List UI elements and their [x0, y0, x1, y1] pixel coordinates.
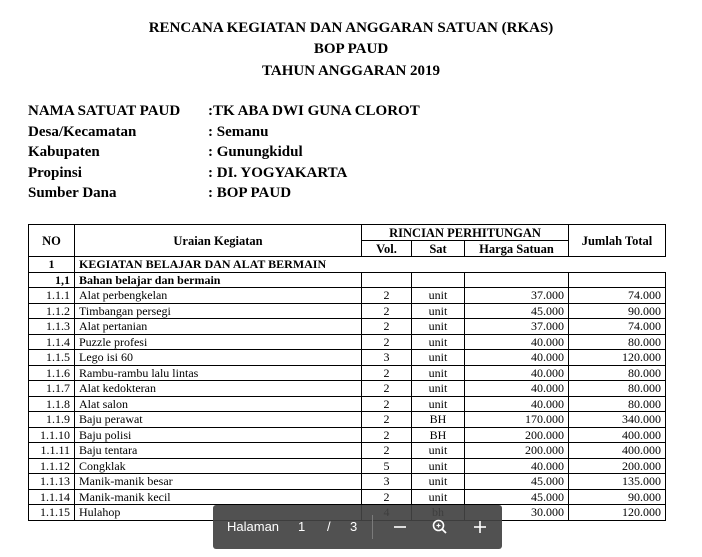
row-no: 1.1.8: [29, 396, 75, 412]
row-no: 1.1.5: [29, 350, 75, 366]
table-row: [29, 474, 666, 490]
document-year: TAHUN ANGGARAN 2019: [261, 63, 441, 79]
row-jumlah: 74.000: [569, 319, 666, 335]
row-sat: unit: [412, 458, 465, 474]
info-label: Kabupaten: [28, 144, 100, 160]
row-harga: 30.000: [465, 505, 569, 521]
row-sat: BH: [412, 412, 465, 428]
row-no: 1.1.12: [29, 458, 75, 474]
row-uraian: Alat salon: [75, 396, 362, 412]
table-row: [29, 427, 666, 443]
minus-icon: [386, 513, 414, 541]
page-label: Halaman: [227, 519, 280, 534]
row-jumlah: 80.000: [569, 365, 666, 381]
table-row: [29, 303, 666, 319]
row-uraian: Baju perawat: [75, 412, 362, 428]
row-no: 1.1.3: [29, 319, 75, 335]
row-uraian: Alat perbengkelan: [75, 288, 362, 304]
row-uraian: Baju tentara: [75, 443, 362, 459]
subsection-row: [29, 272, 666, 288]
table-row: [29, 350, 666, 366]
row-sat: unit: [412, 288, 465, 304]
header-vol: Vol.: [362, 241, 412, 257]
row-vol: 3: [362, 350, 412, 366]
row-no: 1.1.4: [29, 334, 75, 350]
table-row: [29, 458, 666, 474]
row-vol: 2: [362, 319, 412, 335]
page-separator: /: [327, 519, 331, 534]
row-sat: unit: [412, 350, 465, 366]
row-uraian: Congklak: [75, 458, 362, 474]
row-no: 1.1.1: [29, 288, 75, 304]
document-title: RENCANA KEGIATAN DAN ANGGARAN SATUAN (RKAS): [148, 20, 554, 36]
row-jumlah: 400.000: [569, 443, 666, 459]
row-jumlah: 120.000: [569, 350, 666, 366]
row-uraian: Baju polisi: [75, 427, 362, 443]
row-no: 1.1.7: [29, 381, 75, 397]
row-harga: 37.000: [465, 288, 569, 304]
row-vol: 2: [362, 365, 412, 381]
zoom-in-button[interactable]: [466, 513, 494, 541]
row-harga: 45.000: [465, 489, 569, 505]
section-row: [29, 257, 666, 273]
row-harga: 200.000: [465, 427, 569, 443]
table-row: [29, 334, 666, 350]
header-rincian: RINCIAN PERHITUNGAN: [362, 225, 569, 241]
row-uraian: Alat pertanian: [75, 319, 362, 335]
row-jumlah: 200.000: [569, 458, 666, 474]
row-uraian: Puzzle profesi: [75, 334, 362, 350]
row-harga: 40.000: [465, 396, 569, 412]
rkas-table: [28, 224, 666, 521]
current-page-input[interactable]: 1: [298, 519, 306, 534]
row-vol: 2: [362, 412, 412, 428]
row-sat: BH: [412, 427, 465, 443]
row-sat: unit: [412, 489, 465, 505]
header-no: NO: [29, 225, 75, 257]
row-harga: 40.000: [465, 334, 569, 350]
row-vol: 5: [362, 458, 412, 474]
row-jumlah: 400.000: [569, 427, 666, 443]
row-no: 1.1.9: [29, 412, 75, 428]
magnifier-icon: [426, 513, 454, 541]
subsection-title: Bahan belajar dan bermain: [75, 272, 362, 288]
pdf-page-toolbar: [213, 505, 502, 549]
row-uraian: Alat kedokteran: [75, 381, 362, 397]
row-uraian: Rambu-rambu lalu lintas: [75, 365, 362, 381]
row-uraian: Manik-manik besar: [75, 474, 362, 490]
zoom-fit-button[interactable]: [426, 513, 454, 541]
info-label: NAMA SATUAT PAUD: [28, 103, 181, 119]
info-value: : Semanu: [208, 123, 269, 140]
table-row: [29, 489, 666, 505]
zoom-out-button[interactable]: [386, 513, 414, 541]
row-harga: 40.000: [465, 458, 569, 474]
row-uraian: Hulahop: [75, 505, 362, 521]
subsection-no: 1,1: [29, 272, 75, 288]
info-row-desa: [28, 122, 420, 143]
total-pages: 3: [350, 519, 358, 534]
row-harga: 40.000: [465, 381, 569, 397]
row-uraian: Timbangan persegi: [75, 303, 362, 319]
row-no: 1.1.14: [29, 489, 75, 505]
header-jumlah: Jumlah Total: [569, 225, 666, 257]
info-row-propinsi: [28, 163, 420, 184]
row-vol: 2: [362, 334, 412, 350]
row-jumlah: 80.000: [569, 381, 666, 397]
row-vol: 2: [362, 303, 412, 319]
header-harga: Harga Satuan: [465, 241, 569, 257]
info-value: : BOP PAUD: [208, 185, 292, 201]
table-row: [29, 365, 666, 381]
row-vol: 2: [362, 288, 412, 304]
row-harga: 200.000: [465, 443, 569, 459]
plus-icon: [466, 513, 494, 541]
row-harga: 40.000: [465, 350, 569, 366]
row-harga: 170.000: [465, 412, 569, 428]
row-uraian: Manik-manik kecil: [75, 489, 362, 505]
row-uraian: Lego isi 60: [75, 350, 362, 366]
info-value: :TK ABA DWI GUNA CLOROT: [208, 103, 420, 119]
row-jumlah: 74.000: [569, 288, 666, 304]
toolbar-divider: [372, 515, 373, 539]
row-harga: 37.000: [465, 319, 569, 335]
row-no: 1.1.2: [29, 303, 75, 319]
row-sat: unit: [412, 396, 465, 412]
row-jumlah: 80.000: [569, 334, 666, 350]
row-jumlah: 120.000: [569, 505, 666, 521]
row-sat: unit: [412, 365, 465, 381]
row-no: 1.1.15: [29, 505, 75, 521]
header-sat: Sat: [412, 241, 465, 257]
row-vol: 2: [362, 396, 412, 412]
row-no: 1.1.13: [29, 474, 75, 490]
empty-cell: [362, 272, 412, 288]
row-harga: 40.000: [465, 365, 569, 381]
section-title: KEGIATAN BELAJAR DAN ALAT BERMAIN: [75, 257, 666, 273]
row-vol: 2: [362, 489, 412, 505]
row-harga: 45.000: [465, 303, 569, 319]
table-row: [29, 381, 666, 397]
row-no: 1.1.11: [29, 443, 75, 459]
document-subtitle: BOP PAUD: [313, 41, 389, 57]
table-row: [29, 319, 666, 335]
row-vol: 3: [362, 474, 412, 490]
row-vol: 2: [362, 427, 412, 443]
table-row: [29, 412, 666, 428]
row-harga: 45.000: [465, 474, 569, 490]
info-label: Propinsi: [28, 164, 82, 181]
info-row-kabupaten: [28, 142, 420, 163]
section-no: 1: [29, 257, 75, 273]
table-row: [29, 288, 666, 304]
row-jumlah: 340.000: [569, 412, 666, 428]
row-jumlah: 90.000: [569, 303, 666, 319]
row-vol: 2: [362, 381, 412, 397]
row-sat: unit: [412, 319, 465, 335]
table-row: [29, 396, 666, 412]
row-jumlah: 80.000: [569, 396, 666, 412]
info-value: : DI. YOGYAKARTA: [208, 164, 348, 181]
empty-cell: [465, 272, 569, 288]
header-uraian: Uraian Kegiatan: [75, 225, 362, 257]
info-row-sumber-dana: [28, 183, 420, 204]
info-value: : Gunungkidul: [208, 144, 303, 160]
row-no: 1.1.10: [29, 427, 75, 443]
info-label: Sumber Dana: [28, 185, 117, 201]
row-jumlah: 135.000: [569, 474, 666, 490]
empty-cell: [412, 272, 465, 288]
row-sat: unit: [412, 474, 465, 490]
info-row-nama: [28, 101, 420, 122]
row-sat: unit: [412, 381, 465, 397]
table-row: [29, 443, 666, 459]
row-sat: unit: [412, 334, 465, 350]
info-label: Desa/Kecamatan: [28, 123, 137, 140]
empty-cell: [569, 272, 666, 288]
row-jumlah: 90.000: [569, 489, 666, 505]
row-vol: 2: [362, 443, 412, 459]
row-sat: unit: [412, 443, 465, 459]
row-no: 1.1.6: [29, 365, 75, 381]
row-sat: unit: [412, 303, 465, 319]
school-info: [28, 101, 420, 204]
